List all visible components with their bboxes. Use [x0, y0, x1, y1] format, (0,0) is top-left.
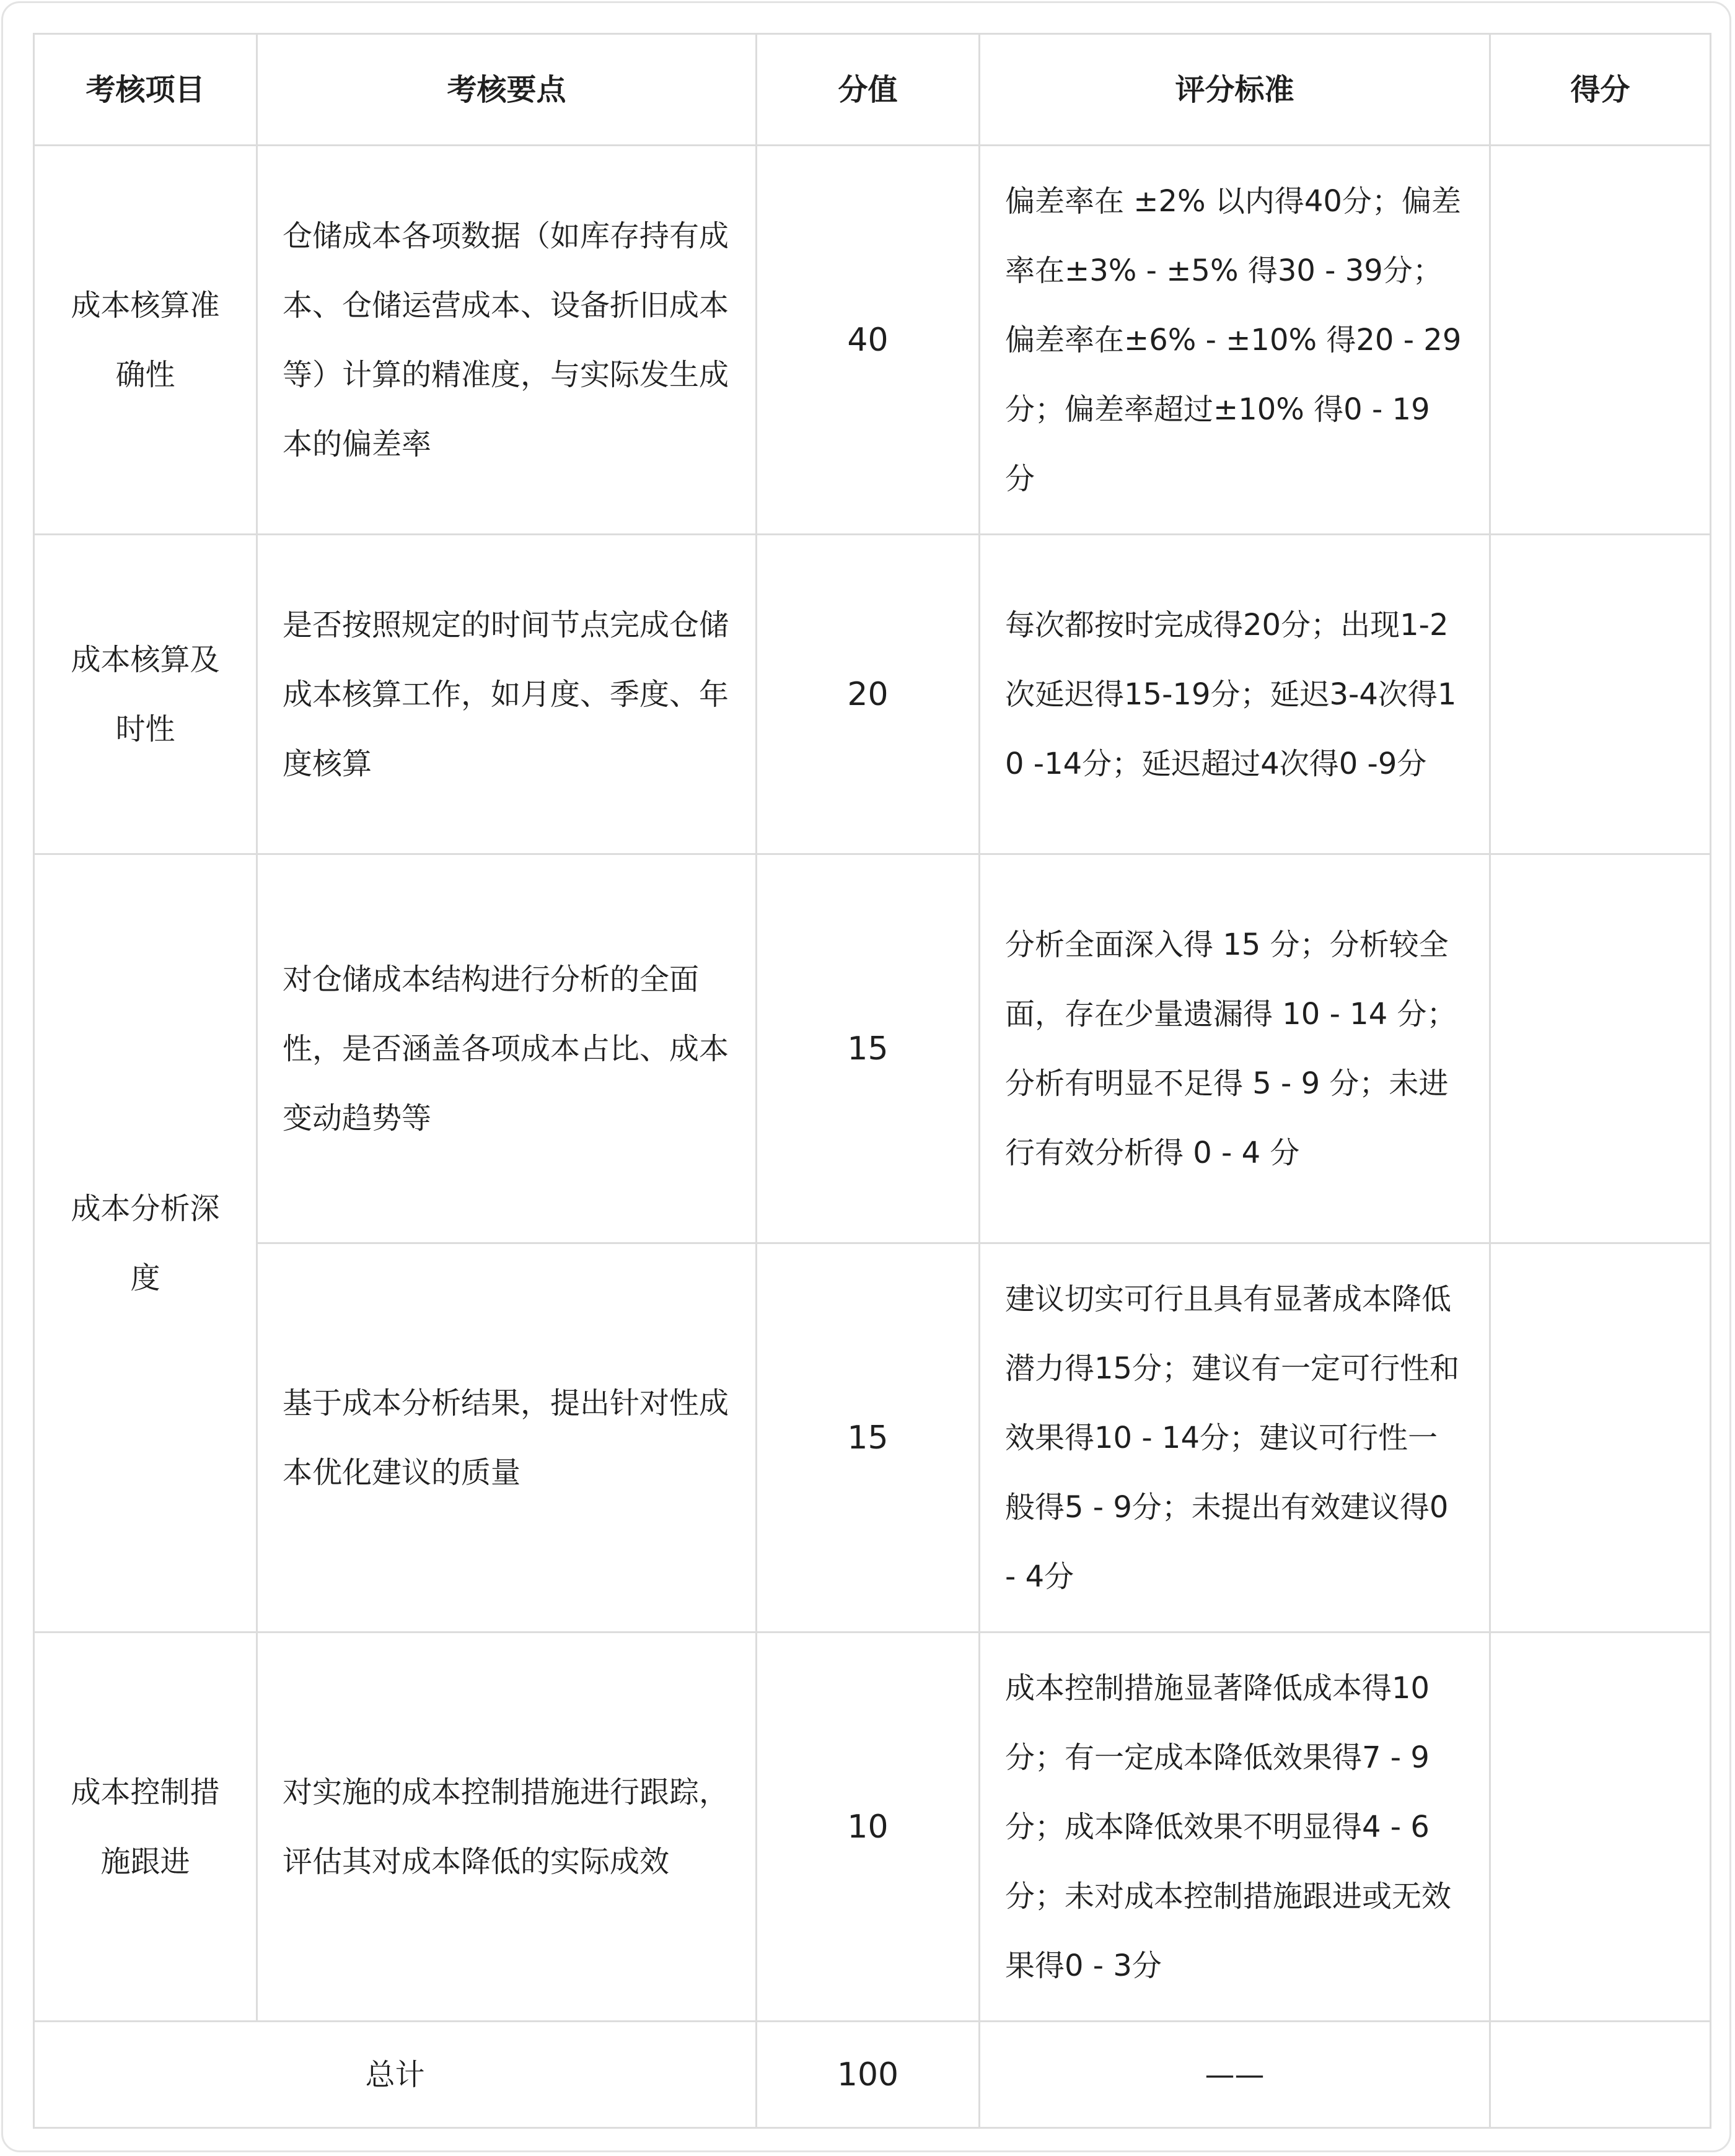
item-cell: 成本核算及时性: [34, 535, 257, 854]
table-row: [34, 535, 1711, 854]
score-cell: 15: [757, 854, 980, 1243]
result-cell: [1490, 1243, 1711, 1632]
score-cell: 15: [757, 1243, 980, 1632]
header-cell-item: 考核项目: [34, 34, 257, 146]
item-cell: 成本核算准确性: [34, 146, 257, 535]
item-cell: 成本分析深度: [34, 854, 257, 1632]
result-cell: [1490, 535, 1711, 854]
table-row: [34, 1632, 1711, 2022]
total-label: 总计: [34, 2022, 757, 2128]
total-result: [1490, 2022, 1711, 2128]
table-row: [34, 1243, 1711, 1632]
criteria-cell: 建议切实可行且具有显著成本降低潜力得15分；建议有一定可行性和效果得10 - 14分；建议可行性一般得5 - 9分；未提出有效建议得0 - 4分: [980, 1243, 1490, 1632]
table-row: [34, 854, 1711, 1243]
point-cell: 对实施的成本控制措施进行跟踪，评估其对成本降低的实际成效: [257, 1632, 757, 2022]
score-cell: 40: [757, 146, 980, 535]
criteria-cell: 偏差率在 ±2% 以内得40分；偏差率在±3% - ±5% 得30 - 39分；偏差率在±6% - ±10% 得20 - 29分；偏差率超过±10% 得0 - 19 分: [980, 146, 1490, 535]
criteria-cell: 成本控制措施显著降低成本得10 分；有一定成本降低效果得7 - 9分；成本降低效果不明显得4 - 6分；未对成本控制措施跟进或无效果得0 - 3分: [980, 1632, 1490, 2022]
point-cell: 对仓储成本结构进行分析的全面性，是否涵盖各项成本占比、成本变动趋势等: [257, 854, 757, 1243]
assessment-table: [33, 33, 1711, 2129]
point-cell: 仓储成本各项数据（如库存持有成本、仓储运营成本、设备折旧成本等）计算的精准度，与实际发生成本的偏差率: [257, 146, 757, 535]
header-cell-result: 得分: [1490, 34, 1711, 146]
result-cell: [1490, 854, 1711, 1243]
result-cell: [1490, 146, 1711, 535]
total-criteria: ——: [980, 2022, 1490, 2128]
total-row: [34, 2022, 1711, 2128]
header-cell-point: 考核要点: [257, 34, 757, 146]
table-card: [1, 1, 1731, 2152]
score-cell: 20: [757, 535, 980, 854]
point-cell: 基于成本分析结果，提出针对性成本优化建议的质量: [257, 1243, 757, 1632]
table-header-row: [34, 34, 1711, 146]
total-score: 100: [757, 2022, 980, 2128]
score-cell: 10: [757, 1632, 980, 2022]
result-cell: [1490, 1632, 1711, 2022]
item-cell: 成本控制措施跟进: [34, 1632, 257, 2022]
header-cell-score: 分值: [757, 34, 980, 146]
criteria-cell: 每次都按时完成得20分；出现1-2次延迟得15-19分；延迟3-4次得10 -14分；延迟超过4次得0 -9分: [980, 535, 1490, 854]
criteria-cell: 分析全面深入得 15 分；分析较全面，存在少量遗漏得 10 - 14 分；分析有明显不足得 5 - 9 分；未进行有效分析得 0 - 4 分: [980, 854, 1490, 1243]
table-row: [34, 146, 1711, 535]
header-cell-criteria: 评分标准: [980, 34, 1490, 146]
point-cell: 是否按照规定的时间节点完成仓储成本核算工作，如月度、季度、年度核算: [257, 535, 757, 854]
